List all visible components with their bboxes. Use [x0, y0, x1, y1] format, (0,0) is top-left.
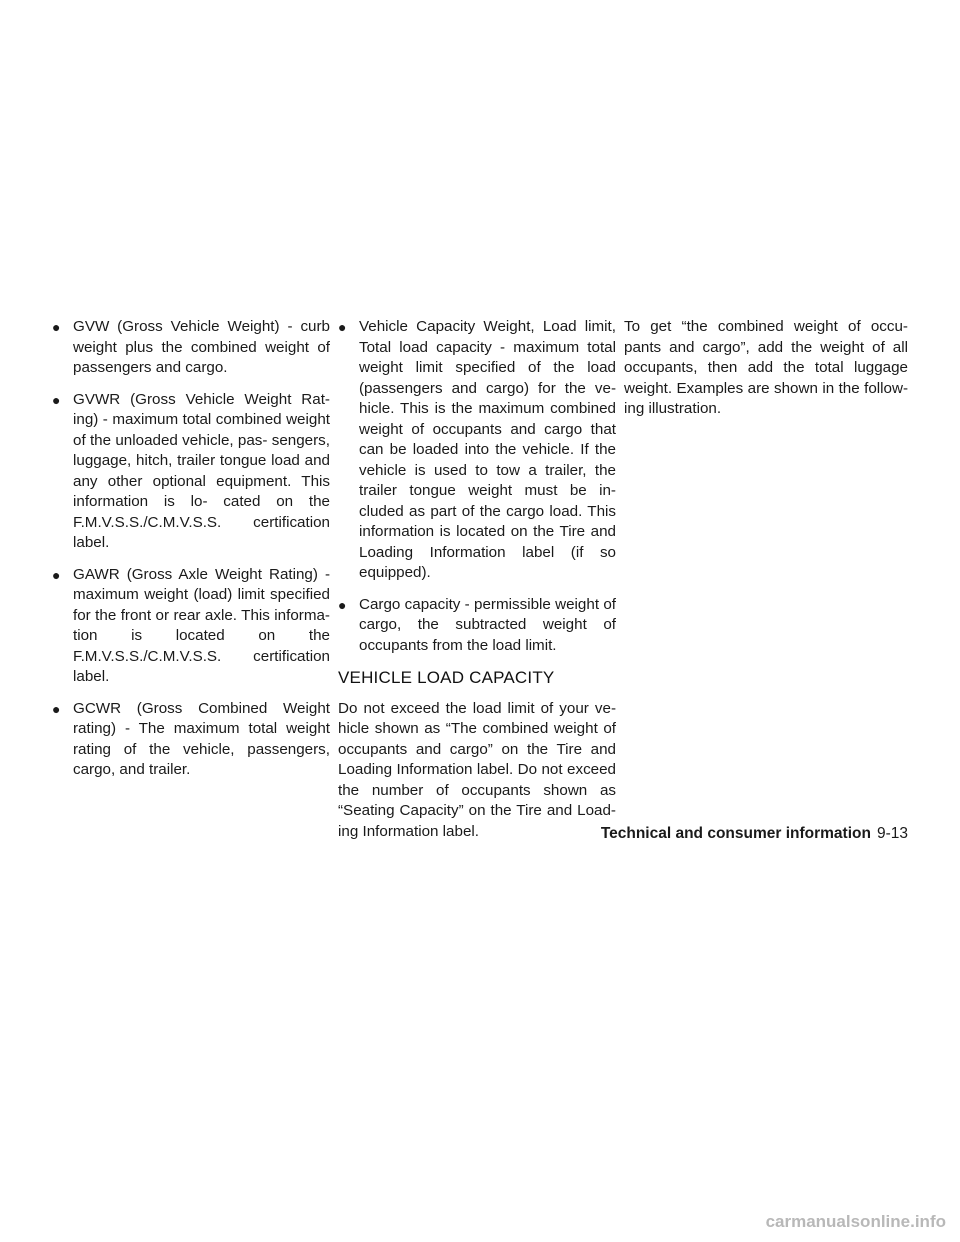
column-2 — [338, 317, 616, 842]
bullet-gvwr — [52, 390, 330, 554]
bullet-text: GCWR (Gross Combined Weight rating) - The maximum total weight rating of the vehicle, passengers, cargo, and trailer. — [73, 699, 330, 778]
bullet-gcwr — [52, 699, 330, 781]
bullet-icon: ● — [52, 566, 61, 583]
bullet-icon: ● — [338, 596, 347, 613]
page-number: 9-13 — [876, 825, 908, 842]
column-1 — [52, 317, 330, 792]
bullet-icon: ● — [52, 700, 61, 717]
bullet-text: Cargo capacity - permissible weight of cargo, the subtracted weight of occupants from the load limit. — [359, 595, 616, 654]
column-3 — [624, 317, 908, 420]
bullet-icon: ● — [52, 319, 61, 335]
bullet-icon: ● — [52, 391, 61, 408]
section-heading: VEHICLE LOAD CAPACITY — [338, 668, 555, 687]
bullet-gvw — [52, 317, 330, 379]
bullet-icon: ● — [338, 319, 347, 335]
bullet-cargo-capacity — [338, 595, 616, 657]
bullet-vehicle-capacity-weight — [338, 317, 616, 584]
bullet-gawr — [52, 565, 330, 688]
bullet-text: GAWR (Gross Axle Weight Rating) - maximum weight (load) limit specified for the front or rear axle. This informa- tion is located on the F.M.V.S.S./C.M.V.S.S. certification label. — [73, 565, 330, 685]
bullet-text: GVW (Gross Vehicle Weight) - curb weight plus the combined weight of passengers and cargo. — [73, 318, 330, 376]
bullet-text: GVWR (Gross Vehicle Weight Rat- ing) - maximum total combined weight of the unloaded vehicle, pas- sengers, luggage, hitch, trailer tongue load and any other optional equipment. This information is lo- cated on the F.M.V.S.S./C.M.V.S.S. certification label. — [73, 390, 330, 551]
page-footer — [601, 825, 908, 843]
bullet-text: Vehicle Capacity Weight, Load limit, Total load capacity - maximum total weight limit specified of the load (passengers and cargo) for the ve- hicle. This is the maximum combined weight of occupants and cargo that can be loaded into the vehicle. If the vehicle is used to tow a trailer, the trailer tongue weight must be in- cluded as part of the cargo load. This information is located on the Tire and Loading Information label (if so equipped). — [359, 318, 616, 581]
combined-weight-paragraph: To get “the combined weight of occu- pants and cargo”, add the weight of all occupants, then add the total luggage weight. Examples are shown in the follow- ing illustration. — [624, 318, 908, 417]
load-capacity-paragraph: Do not exceed the load limit of your ve- hicle shown as “The combined weight of occupants and cargo” on the Tire and Loading Information label. Do not exceed the number of occupants shown as “Seating Capacity” on the Tire and Load- ing Information label. — [338, 699, 616, 840]
watermark: carmanualsonline.info — [765, 1212, 946, 1231]
footer-section-title: Technical and consumer information — [600, 825, 871, 842]
